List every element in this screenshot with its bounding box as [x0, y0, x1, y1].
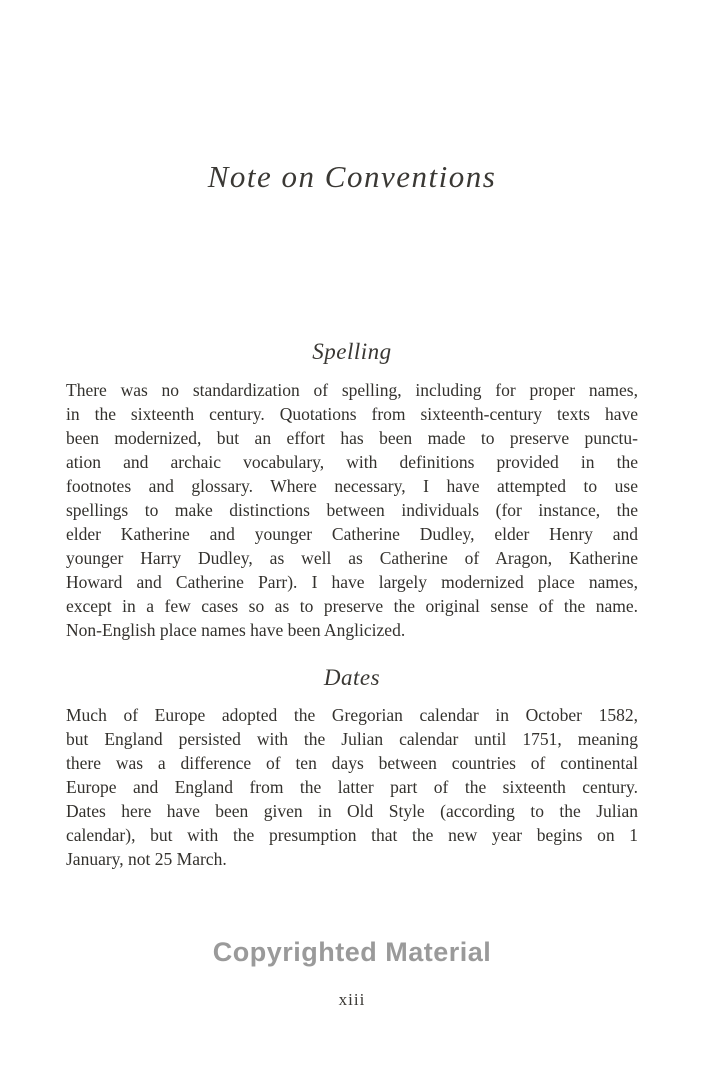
paragraph-dates — [66, 703, 638, 871]
paragraph-line: except in a few cases so as to preserve the original sense of the name. — [66, 596, 638, 616]
paragraph-line: Dates here have been given in Old Style (according to the Julian — [66, 801, 638, 821]
copyright-watermark: Copyrighted Material — [212, 937, 492, 967]
paragraph-line: younger Harry Dudley, as well as Catherine of Aragon, Katherine — [66, 548, 638, 568]
paragraph-line: Non-English place names have been Anglicized. — [66, 620, 406, 640]
paragraph-line: spellings to make distinctions between individuals (for instance, the — [66, 500, 638, 520]
paragraph-line: been modernized, but an effort has been made to preserve punctu- — [66, 428, 638, 448]
section-heading-dates: Dates — [323, 665, 381, 690]
paragraph-line: Much of Europe adopted the Gregorian calendar in October 1582, — [66, 705, 638, 725]
paragraph-line: Howard and Catherine Parr). I have largely modernized place names, — [66, 572, 638, 592]
paragraph-line: Europe and England from the latter part of the sixteenth century. — [66, 777, 638, 797]
section-heading-spelling: Spelling — [312, 339, 392, 364]
paragraph-line: elder Katherine and younger Catherine Dudley, elder Henry and — [66, 524, 638, 544]
paragraph-line: there was a difference of ten days between countries of continental — [66, 753, 638, 773]
paragraph-line: ation and archaic vocabulary, with definitions provided in the — [66, 452, 638, 472]
paragraph-line: calendar), but with the presumption that the new year begins on 1 — [66, 825, 638, 845]
page-number: xiii — [338, 990, 366, 1009]
paragraph-line: but England persisted with the Julian calendar until 1751, meaning — [66, 729, 638, 749]
paragraph-line: in the sixteenth century. Quotations from sixteenth-century texts have — [66, 404, 638, 424]
paragraph-line: footnotes and glossary. Where necessary, I have attempted to use — [66, 476, 638, 496]
page-title: Note on Conventions — [207, 159, 497, 194]
paragraph-line: There was no standardization of spelling, including for proper names, — [66, 380, 638, 400]
paragraph-line: January, not 25 March. — [66, 849, 227, 869]
paragraph-spelling — [66, 378, 638, 642]
